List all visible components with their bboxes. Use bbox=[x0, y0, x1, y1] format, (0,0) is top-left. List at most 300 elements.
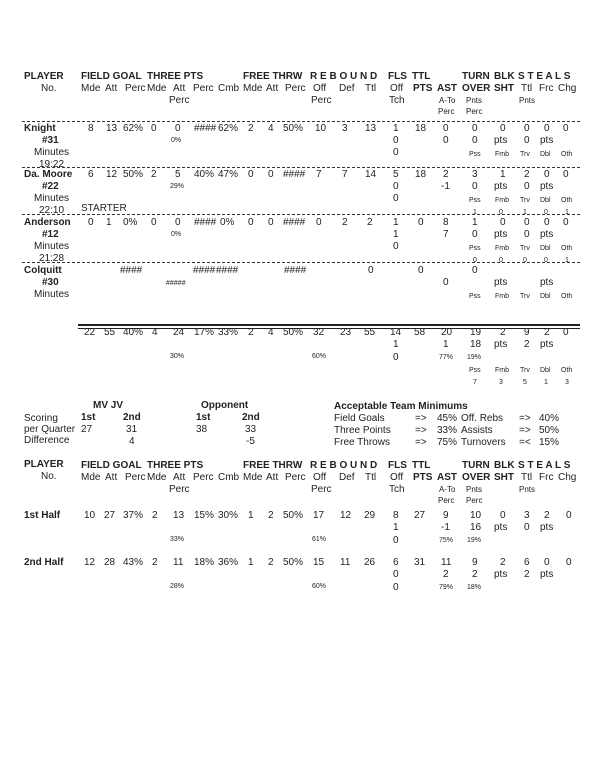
mde-label: Mde bbox=[81, 83, 101, 94]
tpa-perc: 33% bbox=[170, 536, 185, 543]
tpa-perc: 30% bbox=[170, 353, 185, 360]
def-label: Def bbox=[339, 83, 355, 94]
minimum-operator: => bbox=[519, 425, 531, 436]
off-perc: 60% bbox=[312, 583, 327, 590]
tch1: 0 bbox=[393, 569, 399, 580]
frc: 0 bbox=[544, 217, 550, 228]
chg: 0 bbox=[563, 327, 569, 338]
minutes-label: Minutes bbox=[34, 289, 70, 300]
fga: 12 bbox=[106, 169, 118, 180]
frc: 2 bbox=[544, 510, 550, 521]
stl-pts: 0 bbox=[524, 522, 530, 533]
att-label: Att bbox=[173, 83, 186, 94]
turn: 10 bbox=[470, 510, 482, 521]
stl-pts: 0 bbox=[524, 229, 530, 240]
ttl-header: TTL bbox=[412, 71, 431, 82]
fls: 1 bbox=[393, 217, 399, 228]
pnts-label: Pnts bbox=[519, 485, 536, 494]
over-perc: 18% bbox=[467, 584, 482, 591]
minimum-operator: => bbox=[415, 413, 427, 424]
turn: 0 bbox=[472, 265, 478, 276]
perc-label: Perc bbox=[311, 484, 332, 495]
tch2: 0 bbox=[393, 582, 399, 593]
stl-pts-label: pts bbox=[540, 229, 554, 240]
cmb-label: Cmb bbox=[218, 83, 240, 94]
tpa: 5 bbox=[175, 169, 181, 180]
ato: 2 bbox=[443, 569, 449, 580]
minutes-value: 21:28 bbox=[39, 253, 65, 264]
chg: 0 bbox=[566, 510, 572, 521]
blk: 2 bbox=[500, 557, 506, 568]
off-perc: 60% bbox=[312, 353, 327, 360]
stl-pts: 0 bbox=[524, 135, 530, 146]
over-pts: 18 bbox=[470, 339, 482, 350]
chg-label: Chg bbox=[558, 472, 577, 483]
field-goal-header: FIELD GOAL bbox=[81, 460, 142, 471]
fgp: 37% bbox=[123, 510, 144, 521]
perc-label: Perc bbox=[169, 484, 190, 495]
turn: 1 bbox=[472, 217, 478, 228]
sht-pts: pts bbox=[494, 229, 508, 240]
player-number: #31 bbox=[42, 135, 59, 146]
fgm: 22 bbox=[84, 327, 96, 338]
pss-label: Pss bbox=[469, 151, 481, 158]
minimum-stat-label: Free Throws bbox=[334, 437, 390, 448]
ftp: 50% bbox=[283, 123, 304, 134]
pts: 18 bbox=[415, 123, 427, 134]
trv-label: Trv bbox=[520, 245, 530, 252]
tpp: #### bbox=[194, 217, 217, 228]
sht-pts: pts bbox=[494, 277, 508, 288]
player-number: #30 bbox=[42, 277, 59, 288]
cmb: 62% bbox=[218, 123, 239, 134]
att-label: Att bbox=[266, 83, 279, 94]
turn-header: TURN bbox=[462, 71, 490, 82]
sht-pts: pts bbox=[494, 569, 508, 580]
minimum-value: 45% bbox=[437, 413, 458, 424]
fga: 1 bbox=[106, 217, 112, 228]
off-label: Off bbox=[313, 472, 327, 483]
tpa: 0 bbox=[175, 217, 181, 228]
stl-ttl: 0 bbox=[524, 123, 530, 134]
player-name: Da. Moore bbox=[24, 169, 73, 180]
tch1: 0 bbox=[393, 181, 399, 192]
tov-pss: 1 bbox=[473, 209, 477, 216]
ttl-reb: 55 bbox=[364, 327, 376, 338]
fga: 13 bbox=[106, 123, 118, 134]
trv-label: Trv bbox=[520, 293, 530, 300]
ttl-reb: 0 bbox=[368, 265, 374, 276]
sht-pts: pts bbox=[494, 181, 508, 192]
sht-pts: pts bbox=[494, 522, 508, 533]
pss-label: Pss bbox=[469, 197, 481, 204]
tpa: 11 bbox=[173, 557, 184, 568]
ast: 2 bbox=[443, 169, 449, 180]
ast: 11 bbox=[441, 557, 452, 568]
off-reb: 10 bbox=[315, 123, 327, 134]
ttl-reb: 29 bbox=[364, 510, 376, 521]
free-throw-header: FREE THRW bbox=[243, 460, 303, 471]
ast-perc: 79% bbox=[439, 584, 454, 591]
pts: 0 bbox=[418, 217, 424, 228]
minimum-value: 33% bbox=[437, 425, 458, 436]
mv-jv-label: MV JV bbox=[93, 400, 124, 411]
ato: 0 bbox=[443, 135, 449, 146]
ttl-reb: 13 bbox=[365, 123, 377, 134]
fta: 2 bbox=[268, 510, 274, 521]
tpa-perc: 29% bbox=[170, 183, 185, 190]
stl-pts-label: pts bbox=[540, 135, 554, 146]
totals-rule bbox=[78, 324, 580, 326]
ast-label: AST bbox=[437, 472, 457, 483]
fls: 1 bbox=[393, 123, 399, 134]
stl-pts-label: pts bbox=[540, 277, 554, 288]
oth-label: Oth bbox=[561, 293, 573, 300]
ttl-label: Ttl bbox=[521, 83, 533, 94]
cmb: 33% bbox=[218, 327, 239, 338]
ato: -1 bbox=[441, 181, 450, 192]
att-label: Att bbox=[105, 83, 118, 94]
second-label: 2nd bbox=[242, 412, 260, 423]
perc-label: Perc bbox=[125, 472, 146, 483]
tpm: 2 bbox=[152, 557, 158, 568]
half-label: 2nd Half bbox=[24, 557, 64, 568]
ato-label: A-To bbox=[439, 96, 456, 105]
ftm: 2 bbox=[248, 123, 254, 134]
oth-label: Oth bbox=[561, 245, 573, 252]
minimum-value: 50% bbox=[539, 425, 560, 436]
tov-fmb: 0 bbox=[499, 209, 503, 216]
pnts-label: Pnts bbox=[519, 96, 536, 105]
fta: 0 bbox=[268, 169, 274, 180]
tpa-perc: 0% bbox=[171, 231, 182, 238]
ttl-label: Ttl bbox=[521, 472, 533, 483]
dbl-label: Dbl bbox=[540, 367, 551, 374]
blk: 0 bbox=[500, 123, 506, 134]
minutes-label: Minutes bbox=[34, 241, 70, 252]
tpp: #### bbox=[193, 265, 216, 276]
ttl-label: Ttl bbox=[365, 472, 377, 483]
stl-pts-label: pts bbox=[540, 569, 554, 580]
pts: 27 bbox=[414, 510, 426, 521]
minimum-stat-label: Turnovers bbox=[461, 437, 506, 448]
stl-pts-label: pts bbox=[540, 181, 554, 192]
tch2: 0 bbox=[393, 147, 399, 158]
dbl-label: Dbl bbox=[540, 293, 551, 300]
frc: 2 bbox=[544, 327, 550, 338]
blk: 0 bbox=[500, 217, 506, 228]
opp-diff: -5 bbox=[246, 436, 255, 447]
opp-q1: 38 bbox=[196, 424, 208, 435]
trv-label: Trv bbox=[520, 367, 530, 374]
tpa: 24 bbox=[173, 327, 185, 338]
rebound-header: R E B O U N D bbox=[310, 460, 378, 471]
frc-label: Frc bbox=[539, 472, 554, 483]
ttl-header: TTL bbox=[412, 460, 431, 471]
opp-q2: 33 bbox=[245, 424, 257, 435]
def-reb: 12 bbox=[340, 510, 352, 521]
frc-label: Frc bbox=[539, 83, 554, 94]
minimum-value: 40% bbox=[539, 413, 560, 424]
chg: 0 bbox=[563, 217, 569, 228]
tov-oth: 3 bbox=[565, 379, 569, 386]
ttl-reb: 2 bbox=[367, 217, 373, 228]
pnts-label: Pnts bbox=[466, 96, 483, 105]
fgp: 40% bbox=[123, 327, 144, 338]
tpp: #### bbox=[194, 123, 217, 134]
ftm: 0 bbox=[248, 217, 254, 228]
sht-pts: pts bbox=[494, 135, 508, 146]
chg-label: Chg bbox=[558, 83, 577, 94]
tpa: 13 bbox=[173, 510, 185, 521]
player-name: Anderson bbox=[24, 217, 71, 228]
perc-label: Perc bbox=[466, 107, 483, 116]
ftp: #### bbox=[283, 169, 306, 180]
ftp: 50% bbox=[283, 557, 304, 568]
free-throw-header: FREE THRW bbox=[243, 71, 303, 82]
frc: 0 bbox=[544, 169, 550, 180]
mde-label: Mde bbox=[81, 472, 101, 483]
off-label: Off bbox=[390, 83, 404, 94]
ftp: 50% bbox=[283, 510, 304, 521]
blk-header: BLK bbox=[494, 460, 515, 471]
def-reb: 2 bbox=[342, 217, 348, 228]
sht-label: SHT bbox=[494, 83, 514, 94]
minutes-label: Minutes bbox=[34, 147, 70, 158]
tov-dbl: 1 bbox=[544, 379, 548, 386]
half-label: 1st Half bbox=[24, 510, 61, 521]
steals-header: S T E A L S bbox=[518, 460, 571, 471]
perc-label: Perc bbox=[311, 95, 332, 106]
minimum-operator: => bbox=[415, 437, 427, 448]
minutes-value: 22:10 bbox=[39, 205, 65, 216]
ftp: #### bbox=[283, 217, 306, 228]
frc: 0 bbox=[544, 557, 550, 568]
over-pts: 0 bbox=[472, 181, 478, 192]
tpa-perc: ##### bbox=[166, 280, 186, 287]
cmb: 0% bbox=[220, 217, 235, 228]
stl-ttl: 3 bbox=[524, 510, 530, 521]
tpa-perc: 28% bbox=[170, 583, 185, 590]
fls-header: FLS bbox=[388, 460, 407, 471]
over-perc: 19% bbox=[467, 354, 482, 361]
difference-label: Difference bbox=[24, 435, 70, 446]
mv-q2: 31 bbox=[126, 424, 138, 435]
tpm: 2 bbox=[151, 169, 157, 180]
tpm: 0 bbox=[151, 123, 157, 134]
player-header: PLAYER bbox=[24, 459, 64, 470]
first-label: 1st bbox=[196, 412, 211, 423]
fta: 4 bbox=[268, 327, 274, 338]
tpp: 17% bbox=[194, 327, 215, 338]
blk-header: BLK bbox=[494, 71, 515, 82]
pnts-label: Pnts bbox=[466, 485, 483, 494]
stl-ttl: 2 bbox=[524, 169, 530, 180]
first-label: 1st bbox=[81, 412, 96, 423]
fgm: 6 bbox=[88, 169, 94, 180]
mde-label: Mde bbox=[243, 472, 263, 483]
fga: 27 bbox=[104, 510, 116, 521]
perc-label: Perc bbox=[285, 472, 306, 483]
minutes-value: 19:22 bbox=[39, 159, 65, 170]
ast: 8 bbox=[443, 217, 449, 228]
starter-note: STARTER bbox=[81, 203, 127, 214]
minimum-stat-label: Off. Rebs bbox=[461, 413, 504, 424]
off-reb: 32 bbox=[313, 327, 325, 338]
turn: 19 bbox=[470, 327, 482, 338]
off-label: Off bbox=[390, 472, 404, 483]
divider bbox=[22, 167, 580, 168]
cmb: 36% bbox=[218, 557, 239, 568]
sht-pts: pts bbox=[494, 339, 508, 350]
off-reb: 0 bbox=[316, 217, 322, 228]
perc-label: Perc bbox=[466, 496, 483, 505]
pss-label: Pss bbox=[469, 293, 481, 300]
tov-trv: 5 bbox=[523, 379, 527, 386]
tch2: 0 bbox=[393, 352, 399, 363]
stl-pts: 0 bbox=[524, 181, 530, 192]
fta: 4 bbox=[268, 123, 274, 134]
ato-label: A-To bbox=[439, 485, 456, 494]
ast-label: AST bbox=[437, 83, 457, 94]
ato: -1 bbox=[441, 522, 450, 533]
off-label: Off bbox=[313, 83, 327, 94]
tch-label: Tch bbox=[389, 95, 405, 106]
ast: 9 bbox=[443, 510, 449, 521]
fgp: 62% bbox=[123, 123, 144, 134]
tpm: 0 bbox=[151, 217, 157, 228]
ast-perc: 77% bbox=[439, 354, 454, 361]
blk: 1 bbox=[500, 169, 506, 180]
tpm: 4 bbox=[152, 327, 158, 338]
tch1: 0 bbox=[393, 135, 399, 146]
tov-oth: 1 bbox=[565, 209, 569, 216]
pts-label: PTS bbox=[413, 83, 433, 94]
cmb: #### bbox=[216, 265, 239, 276]
trv-label: Trv bbox=[520, 151, 530, 158]
frc: 0 bbox=[544, 123, 550, 134]
dbl-label: Dbl bbox=[540, 151, 551, 158]
tov-pss: 0 bbox=[473, 257, 477, 264]
minimum-value: 75% bbox=[437, 437, 458, 448]
pts: 0 bbox=[418, 265, 424, 276]
fga: 28 bbox=[104, 557, 116, 568]
fgm: 8 bbox=[88, 123, 94, 134]
perc-label: Perc bbox=[125, 83, 146, 94]
mv-q1: 27 bbox=[81, 424, 93, 435]
tch2: 0 bbox=[393, 193, 399, 204]
minimum-operator: =< bbox=[519, 437, 531, 448]
number-header: No. bbox=[41, 471, 57, 482]
ast: 20 bbox=[441, 327, 453, 338]
ftm: 0 bbox=[248, 169, 254, 180]
tch-label: Tch bbox=[389, 484, 405, 495]
fta: 2 bbox=[268, 557, 274, 568]
tpp: 40% bbox=[194, 169, 215, 180]
player-number: #12 bbox=[42, 229, 59, 240]
fls: 5 bbox=[393, 169, 399, 180]
fgp: #### bbox=[120, 265, 143, 276]
player-name: Colquitt bbox=[24, 265, 62, 276]
minimums-title: Acceptable Team Minimums bbox=[334, 401, 468, 412]
player-header: PLAYER bbox=[24, 71, 64, 82]
scoring-label: Scoring bbox=[24, 413, 58, 424]
perc-label: Perc bbox=[193, 83, 214, 94]
perc-label: Perc bbox=[193, 472, 214, 483]
fmb-label: Fmb bbox=[495, 151, 509, 158]
tov-fmb: 3 bbox=[499, 379, 503, 386]
ast-perc: 75% bbox=[439, 537, 454, 544]
chg: 0 bbox=[563, 123, 569, 134]
ast: 0 bbox=[443, 123, 449, 134]
oth-label: Oth bbox=[561, 367, 573, 374]
field-goal-header: FIELD GOAL bbox=[81, 71, 142, 82]
minimum-stat-label: Field Goals bbox=[334, 413, 385, 424]
def-reb: 23 bbox=[340, 327, 352, 338]
att-label: Att bbox=[105, 472, 118, 483]
oth-label: Oth bbox=[561, 197, 573, 204]
second-label: 2nd bbox=[123, 412, 141, 423]
over-perc: 19% bbox=[467, 537, 482, 544]
stl-pts: 2 bbox=[524, 569, 530, 580]
fgm: 0 bbox=[88, 217, 94, 228]
off-reb: 7 bbox=[316, 169, 322, 180]
player-number: #22 bbox=[42, 181, 59, 192]
pts-label: PTS bbox=[413, 472, 433, 483]
ftm: 1 bbox=[248, 557, 254, 568]
ftm: 2 bbox=[248, 327, 254, 338]
stl-pts-label: pts bbox=[540, 522, 554, 533]
blk: 2 bbox=[500, 327, 506, 338]
ttl-label: Ttl bbox=[365, 83, 377, 94]
oth-label: Oth bbox=[561, 151, 573, 158]
ato: 1 bbox=[443, 339, 449, 350]
tpp: 15% bbox=[194, 510, 215, 521]
mde-label: Mde bbox=[243, 83, 263, 94]
per-quarter-label: per Quarter bbox=[24, 424, 76, 435]
minimum-stat-label: Assists bbox=[461, 425, 493, 436]
blk: 0 bbox=[500, 510, 506, 521]
over-pts: 0 bbox=[472, 229, 478, 240]
tch1: 1 bbox=[393, 229, 399, 240]
perc-label: Perc bbox=[438, 496, 455, 505]
stl-pts: 2 bbox=[524, 339, 530, 350]
pss-label: Pss bbox=[469, 245, 481, 252]
cmb: 30% bbox=[218, 510, 239, 521]
minutes-label: Minutes bbox=[34, 193, 70, 204]
minimum-stat-label: Three Points bbox=[334, 425, 391, 436]
tch2: 0 bbox=[393, 241, 399, 252]
fmb-label: Fmb bbox=[495, 197, 509, 204]
stl-ttl: 9 bbox=[524, 327, 530, 338]
def-reb: 11 bbox=[340, 557, 351, 568]
over-label: OVER bbox=[462, 472, 491, 483]
fls: 14 bbox=[390, 327, 402, 338]
turn: 9 bbox=[472, 557, 478, 568]
minimum-operator: => bbox=[519, 413, 531, 424]
mde-label: Mde bbox=[147, 83, 167, 94]
perc-label: Perc bbox=[169, 95, 190, 106]
stl-pts-label: pts bbox=[540, 339, 554, 350]
pss-label: Pss bbox=[469, 367, 481, 374]
sht-label: SHT bbox=[494, 472, 514, 483]
three-pts-header: THREE PTS bbox=[147, 71, 204, 82]
fga: 55 bbox=[104, 327, 116, 338]
tov-fmb: 0 bbox=[499, 257, 503, 264]
tov-oth: 1 bbox=[565, 257, 569, 264]
tpm: 2 bbox=[152, 510, 158, 521]
ftp: #### bbox=[284, 265, 307, 276]
